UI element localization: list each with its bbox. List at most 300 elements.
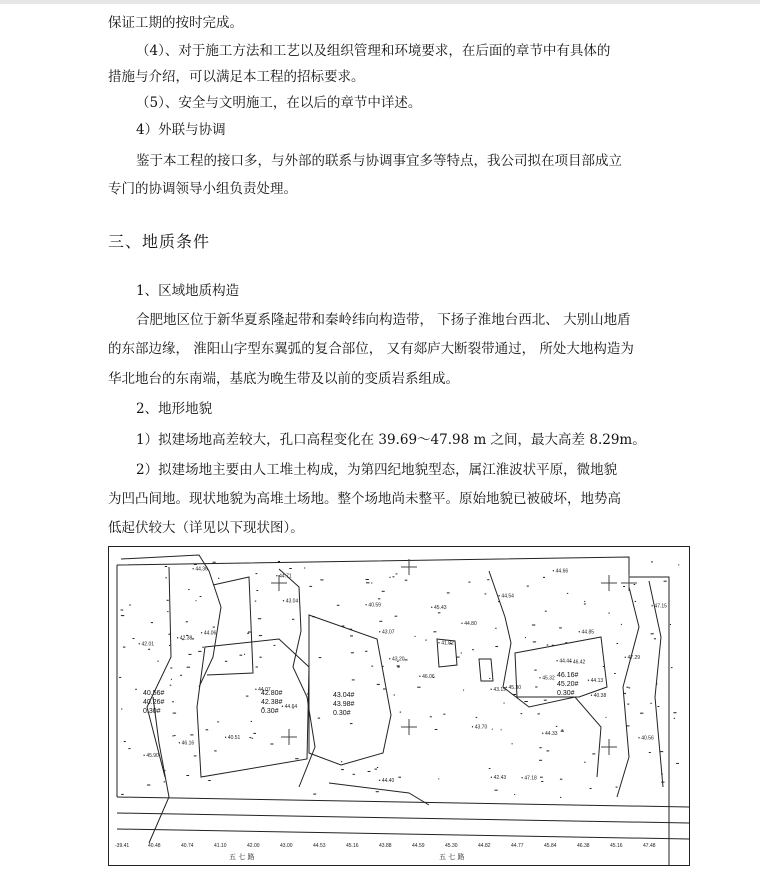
survey-point — [430, 716, 432, 717]
survey-point — [172, 701, 174, 702]
box3-depth: 43.98# — [333, 701, 355, 708]
box2-thickness: 0.30# — [261, 708, 279, 715]
box1-elevation: 40.56# — [143, 690, 165, 697]
box2-elevation: 42.80# — [261, 690, 283, 697]
survey-point — [670, 624, 671, 625]
survey-point — [188, 589, 189, 590]
survey-point — [119, 677, 121, 678]
elevation-label: • 42.38 — [176, 635, 193, 642]
survey-point — [397, 665, 400, 666]
elevation-label: • 44.66 — [552, 568, 569, 575]
survey-point — [673, 712, 676, 713]
survey-point — [377, 684, 380, 685]
survey-point — [512, 743, 513, 744]
survey-point — [608, 613, 609, 614]
paragraph-topography-2-line1: 2）拟建场地主要由人工堆土构成，为第四纪地貌型态，属江淮波状平原，微地貌 — [136, 462, 618, 478]
survey-point — [172, 735, 173, 736]
survey-point — [651, 561, 653, 562]
survey-point — [394, 695, 395, 696]
survey-point — [366, 579, 369, 580]
survey-point — [438, 612, 441, 613]
box2-depth: 42.38# — [261, 699, 283, 706]
site-map-drawing — [109, 547, 689, 865]
survey-point — [504, 703, 505, 704]
elevation-label: • 44.13 — [587, 678, 604, 685]
survey-point — [623, 586, 625, 587]
survey-point — [202, 647, 204, 648]
survey-point — [405, 580, 408, 581]
paragraph-topography-2-line3: 低起伏较大（详见以下现状图）。 — [108, 520, 304, 536]
survey-point — [157, 661, 158, 662]
survey-point — [547, 645, 549, 646]
survey-point — [256, 590, 258, 591]
paragraph-regional-line2: 的东部边缘， 淮阳山字型东翼弧的复合部位， 又有郯庐大断裂带通过， 所处大地构造为 — [108, 341, 634, 357]
survey-point — [375, 769, 378, 770]
survey-point — [397, 667, 399, 668]
survey-point — [174, 735, 176, 736]
survey-point — [606, 717, 607, 718]
survey-point — [249, 737, 251, 738]
survey-point — [318, 718, 320, 719]
survey-point — [186, 775, 189, 776]
survey-point — [225, 661, 227, 662]
survey-point — [248, 632, 251, 633]
reading-box-3 — [333, 692, 355, 717]
survey-point — [438, 778, 439, 779]
reading-box-2 — [261, 690, 283, 715]
survey-point — [214, 750, 216, 751]
survey-point — [425, 640, 426, 641]
survey-point — [382, 591, 385, 592]
survey-point — [337, 605, 340, 606]
survey-point — [383, 689, 386, 690]
survey-point — [489, 768, 491, 769]
road-elevation-label: 41.10 — [214, 843, 227, 849]
road-elevation-label: 45.84 — [544, 843, 557, 849]
heading-external-coordination: 4）外联与协调 — [136, 122, 226, 138]
survey-point — [476, 717, 478, 718]
survey-point — [524, 701, 527, 702]
survey-point — [196, 600, 197, 601]
survey-point — [514, 794, 515, 795]
survey-point — [417, 687, 420, 688]
survey-point — [398, 777, 401, 778]
survey-point — [624, 693, 626, 694]
survey-point — [535, 687, 537, 688]
survey-point — [378, 598, 380, 599]
elevation-label: • 40.59 — [365, 602, 381, 609]
survey-point — [350, 635, 353, 636]
survey-point — [389, 577, 390, 578]
survey-point — [128, 748, 130, 749]
survey-point — [654, 638, 656, 639]
elevation-label: • 45.30 — [505, 685, 522, 692]
elevation-label: • 44.80 — [461, 621, 477, 627]
survey-point — [538, 713, 540, 714]
survey-point — [312, 616, 315, 617]
survey-point — [492, 729, 493, 730]
box3-elevation: 43.04# — [333, 692, 355, 699]
road-elevation-label: 44.53 — [313, 843, 326, 849]
survey-point — [433, 631, 436, 632]
elevation-label: • 44.44 — [556, 658, 572, 665]
survey-point — [626, 687, 628, 688]
survey-point — [319, 657, 322, 658]
survey-point — [198, 651, 201, 652]
survey-point — [533, 641, 536, 642]
survey-point — [170, 668, 172, 669]
survey-point — [396, 573, 398, 574]
survey-point — [258, 618, 261, 619]
survey-point — [377, 767, 378, 768]
road-label-right: 五 七 路 — [439, 853, 465, 861]
reading-box-1 — [143, 690, 165, 715]
contour-line — [149, 697, 169, 843]
survey-point — [341, 769, 344, 770]
survey-point — [188, 654, 191, 655]
road-elevation-label: 46.38 — [577, 843, 590, 849]
survey-point — [676, 763, 679, 764]
survey-point — [513, 694, 516, 695]
survey-point — [121, 615, 124, 616]
elevation-label: • 40.51 — [224, 735, 241, 741]
survey-point — [186, 621, 188, 622]
box4-thickness: 0.30# — [557, 690, 575, 697]
survey-point — [556, 726, 558, 727]
elevation-label: • 47.18 — [521, 775, 537, 782]
survey-point — [651, 633, 654, 634]
elevation-label: • 47.29 — [624, 655, 641, 661]
survey-point — [656, 683, 657, 684]
survey-point — [255, 601, 256, 602]
elevation-label: • 43.20 — [388, 656, 405, 663]
contour-line — [649, 581, 663, 787]
survey-point — [616, 787, 618, 788]
survey-point — [395, 616, 398, 617]
survey-point — [527, 586, 529, 587]
survey-point — [350, 723, 353, 724]
box4-elevation: 46.16# — [557, 672, 579, 679]
box4-depth: 45.20# — [557, 681, 579, 688]
survey-point — [532, 625, 535, 626]
survey-point — [246, 696, 249, 697]
road-elevation-label: 42.00 — [247, 843, 260, 849]
survey-point — [447, 592, 450, 593]
plot-outline — [207, 577, 253, 675]
survey-point — [151, 622, 153, 623]
survey-point — [167, 600, 169, 601]
survey-point — [121, 610, 124, 611]
survey-point — [634, 584, 636, 585]
paragraph-topography-2-line2: 为凹凸间地。现状地貌为高堆土场地。整个场地尚未整平。原始地貌已被破坏，地势高 — [108, 491, 621, 507]
survey-point — [649, 752, 651, 753]
road-elevation-label: 47.48 — [643, 843, 656, 849]
paragraph-item-4-line1: （4）、对于施工方法和工艺以及组织管理和环境要求，在后面的章节中有具体的 — [136, 43, 611, 59]
section-title-geology: 三、地质条件 — [108, 232, 211, 251]
survey-point — [190, 734, 193, 735]
road-elevation-label: -39.41 — [115, 843, 130, 849]
survey-point — [376, 791, 379, 792]
road-elevation-label: 40.74 — [181, 843, 194, 849]
survey-point — [313, 794, 316, 795]
survey-point — [366, 582, 370, 583]
survey-point — [292, 619, 294, 620]
elevation-label: • 46.16 — [178, 740, 195, 747]
contour-line — [121, 555, 221, 687]
road-elevation-label: 45.16 — [346, 843, 359, 849]
survey-point — [253, 733, 256, 734]
survey-point — [171, 679, 172, 680]
elevation-label: • 44.33 — [541, 730, 558, 737]
elevation-label: • 44.54 — [498, 593, 514, 600]
survey-point — [371, 666, 373, 667]
road-edge — [117, 829, 689, 839]
survey-point — [539, 747, 541, 748]
paragraph-schedule: 保证工期的按时完成。 — [108, 15, 243, 31]
survey-point — [169, 645, 170, 646]
paragraph-coordination-line1: 鉴于本工程的接口多，与外部的联系与协调事宜多等特点，我公司拟在项目部成立 — [136, 153, 622, 169]
survey-point — [590, 788, 592, 789]
survey-point — [256, 573, 258, 574]
survey-point — [661, 774, 663, 775]
road-elevation-label: 43.00 — [280, 843, 293, 849]
survey-point — [342, 626, 345, 627]
survey-point — [289, 568, 292, 569]
elevation-label: • 44.36 — [192, 566, 208, 573]
survey-point — [521, 713, 523, 714]
survey-point — [567, 593, 568, 594]
survey-point — [194, 564, 197, 565]
small-structure — [479, 659, 493, 681]
site-status-map — [108, 546, 690, 866]
survey-point — [270, 744, 273, 745]
survey-point — [167, 611, 168, 612]
survey-point — [435, 729, 438, 730]
survey-point — [592, 753, 595, 754]
survey-point — [352, 679, 355, 680]
elevation-label: • 42.01 — [138, 641, 155, 648]
elevation-label: • 44.64 — [281, 704, 298, 711]
survey-point — [247, 633, 249, 634]
survey-point — [495, 628, 496, 629]
survey-point — [353, 774, 355, 775]
survey-point — [584, 762, 585, 763]
survey-point — [501, 729, 502, 730]
contour-line — [617, 587, 639, 797]
road-elevation-label: 44.77 — [511, 843, 524, 849]
elevation-label: • 45.90 — [143, 752, 159, 759]
survey-point — [295, 758, 299, 759]
survey-point — [671, 667, 673, 668]
survey-point — [584, 601, 585, 602]
survey-point — [213, 627, 215, 628]
elevation-label: • 40.38 — [590, 692, 607, 699]
survey-point — [635, 601, 637, 602]
survey-point — [661, 782, 664, 783]
elevation-label: • 45.43 — [430, 604, 447, 611]
survey-point — [650, 703, 651, 704]
survey-point — [218, 578, 219, 579]
elevation-label: • 43.07 — [378, 629, 395, 636]
survey-point — [148, 649, 150, 650]
road-elevation-label: 45.16 — [610, 843, 623, 849]
site-boundary-line — [117, 557, 669, 865]
elevation-label: • 47.15 — [651, 603, 667, 610]
survey-point — [614, 673, 616, 674]
survey-point — [629, 687, 631, 688]
reading-box-4 — [557, 672, 579, 697]
survey-point — [309, 586, 312, 587]
survey-point — [463, 690, 464, 691]
survey-point — [472, 649, 474, 650]
survey-point — [400, 712, 401, 713]
survey-point — [121, 709, 122, 710]
paragraph-topography-1: 1）拟建场地高差较大，孔口高程变化在 39.69～47.98 m 之间，最大高差 8.29m。 — [136, 432, 646, 448]
elevation-label: • 43.04 — [282, 598, 299, 605]
elevation-label: • 45.32 — [539, 675, 555, 682]
survey-point — [349, 629, 352, 630]
survey-point — [368, 771, 371, 772]
survey-point — [173, 713, 176, 714]
road-elevation-label: 45.30 — [445, 843, 458, 849]
survey-point — [457, 657, 460, 658]
survey-point — [123, 647, 126, 648]
survey-point — [274, 645, 276, 646]
survey-point — [547, 750, 550, 751]
survey-point — [244, 654, 245, 655]
survey-point — [559, 627, 562, 628]
elevation-label: • 44.71 — [276, 573, 292, 580]
survey-point — [664, 581, 667, 582]
road-elevation-label: 44.59 — [412, 843, 425, 849]
survey-point — [304, 568, 305, 569]
survey-point — [124, 741, 126, 742]
survey-point — [617, 643, 619, 644]
survey-point — [351, 652, 354, 653]
elevation-label: • 46.06 — [419, 674, 435, 681]
survey-point — [405, 659, 408, 660]
survey-point — [461, 653, 462, 654]
paragraph-regional-line3: 华北地台的东南端，基底为晚生带及以前的变质岩系组成。 — [108, 371, 459, 387]
survey-point — [135, 689, 137, 690]
survey-point — [379, 621, 382, 622]
elevation-label: • 44.07 — [255, 686, 271, 693]
survey-point — [443, 714, 445, 715]
paragraph-regional-line1: 合肥地区位于新华夏系隆起带和秦岭纬向构造带， 下扬子淮地台西北、 大别山地盾 — [136, 312, 631, 328]
elevation-label: • 43.19 — [490, 686, 506, 693]
survey-point — [552, 645, 554, 646]
elevation-label: • 41.82 — [438, 640, 454, 647]
survey-point — [560, 797, 561, 798]
heading-topography: 2、地形地貌 — [136, 401, 213, 417]
box1-thickness: 0.30# — [143, 708, 161, 715]
survey-point — [545, 611, 547, 612]
survey-point — [489, 678, 490, 679]
survey-point — [170, 685, 172, 686]
survey-point — [674, 718, 675, 719]
survey-point — [541, 781, 543, 782]
survey-point — [584, 604, 586, 605]
road-elevation-label: 43.88 — [379, 843, 392, 849]
survey-point — [252, 738, 253, 739]
survey-point — [165, 577, 167, 578]
survey-point — [660, 751, 663, 752]
survey-point — [163, 770, 166, 771]
survey-point — [525, 637, 526, 638]
survey-point — [560, 779, 562, 780]
survey-point — [382, 666, 384, 667]
survey-point — [658, 706, 660, 707]
survey-point — [365, 651, 367, 652]
survey-point — [121, 794, 124, 795]
survey-point — [164, 781, 166, 782]
survey-point — [495, 646, 498, 647]
survey-point — [371, 583, 372, 584]
survey-point — [206, 729, 209, 730]
survey-point — [415, 636, 416, 637]
elevation-label: • 44.40 — [378, 778, 395, 784]
box1-depth: 40.26# — [143, 699, 165, 706]
survey-point — [165, 566, 167, 567]
paragraph-coordination-line2: 专门的协调领导小组负责处理。 — [108, 181, 297, 197]
heading-regional-geology: 1、区域地质构造 — [136, 283, 240, 299]
survey-point — [147, 785, 150, 786]
paragraph-item-5: （5）、安全与文明施工，在以后的章节中详述。 — [136, 95, 422, 111]
survey-point — [540, 777, 543, 778]
box3-thickness: 0.30# — [333, 710, 351, 717]
survey-point — [259, 657, 261, 658]
elevation-label: • 40.56 — [638, 735, 654, 742]
survey-point — [468, 582, 470, 583]
survey-point — [259, 635, 262, 636]
survey-point — [627, 704, 629, 705]
elevation-label: • 44.06 — [200, 630, 217, 637]
elevation-label: • 43.70 — [471, 724, 488, 731]
survey-point — [603, 666, 604, 667]
survey-point — [194, 755, 197, 756]
survey-point — [256, 667, 258, 668]
elevation-label: • 46.42 — [569, 659, 586, 666]
survey-point — [187, 667, 190, 668]
road-elevation-label: 44.82 — [478, 843, 491, 849]
survey-point — [539, 760, 542, 761]
survey-point — [307, 693, 309, 694]
survey-point — [213, 562, 216, 563]
survey-point — [251, 721, 252, 722]
survey-point — [487, 579, 489, 580]
survey-point — [485, 593, 487, 594]
survey-point — [180, 675, 182, 676]
survey-point — [208, 780, 211, 781]
survey-point — [393, 576, 395, 577]
survey-point — [129, 605, 131, 606]
survey-point — [495, 790, 498, 791]
survey-point — [217, 721, 219, 722]
road-elevation-label: 40.48 — [148, 843, 161, 849]
plot-outline — [309, 615, 391, 765]
road-edge — [117, 797, 689, 807]
survey-point — [626, 725, 629, 726]
survey-point — [320, 579, 323, 580]
survey-point — [678, 564, 679, 565]
plot-outline — [515, 637, 607, 697]
survey-point — [621, 624, 622, 625]
survey-point — [640, 713, 643, 714]
road-label-left: 五 七 路 — [229, 853, 255, 861]
survey-point — [544, 700, 547, 701]
road-edge — [117, 813, 689, 823]
survey-point — [498, 601, 500, 602]
